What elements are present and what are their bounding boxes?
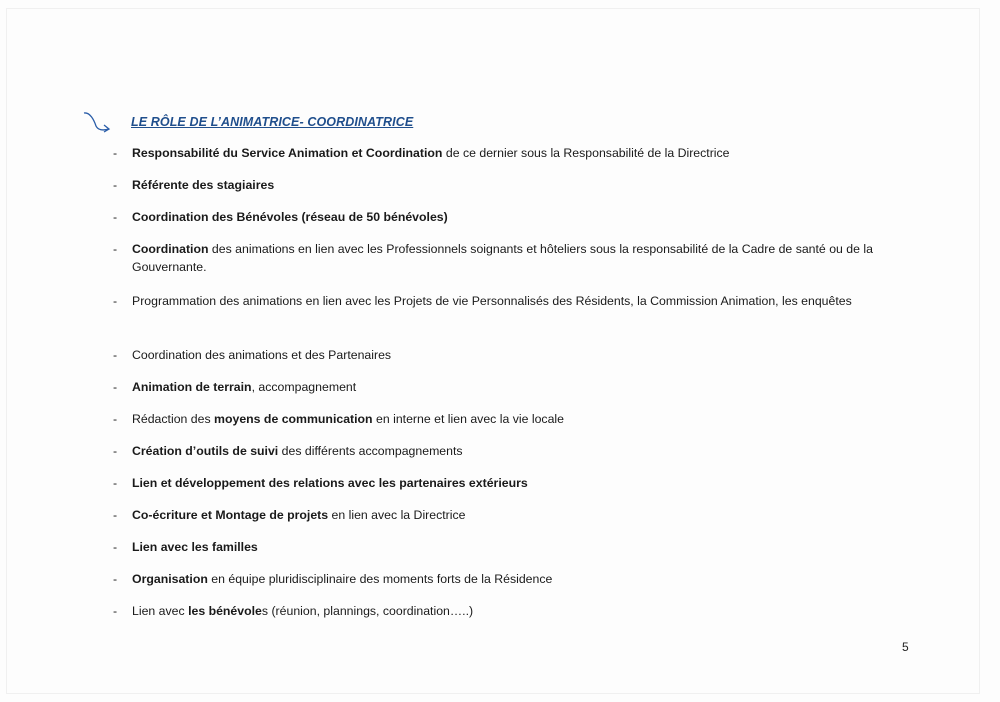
bold-text: Responsabilité du Service Animation et Coordination [132, 146, 443, 160]
curved-arrow-icon [82, 110, 112, 134]
bold-text: Organisation [132, 572, 208, 586]
plain-text: Lien avec [132, 604, 189, 618]
list-item-text [132, 176, 902, 194]
bullet-dash: - [113, 294, 118, 308]
list-item-text [132, 144, 902, 162]
bullet-dash: - [113, 242, 118, 256]
plain-text: en équipe pluridisciplinaire des moments forts de la Résidence [207, 572, 553, 586]
bullet-dash: - [113, 412, 118, 426]
list-item-text [132, 208, 902, 226]
list-item [113, 144, 902, 162]
list-item-text [132, 506, 902, 524]
list-item-text [132, 346, 902, 364]
plain-text: Programmation des animations en lien avec les Projets de vie Personnalisés des Résidents, la Commission Animation, les enquêtes [132, 294, 852, 308]
list-item [113, 378, 902, 396]
list-item [113, 208, 902, 226]
list-item-text [132, 538, 902, 556]
list-item [113, 602, 902, 620]
list-item [113, 570, 902, 588]
bullet-dash: - [113, 572, 118, 586]
plain-text: , accompagnement [251, 380, 357, 394]
list-item-text [132, 410, 902, 428]
list-item-text [132, 570, 902, 588]
bold-text: moyens de communication [214, 412, 373, 426]
list-item-text [132, 240, 902, 276]
plain-text: Coordination des animations et des Partenaires [132, 348, 392, 362]
plain-text: des différents accompagnements [278, 444, 463, 458]
bullet-dash: - [113, 348, 118, 362]
bullet-dash: - [113, 476, 118, 490]
list-item-text [132, 378, 902, 396]
list-item-text [132, 474, 902, 492]
plain-text: en interne et lien avec la vie locale [372, 412, 564, 426]
plain-text: de ce dernier sous la Responsabilité de la Directrice [442, 146, 730, 160]
list-item-text [132, 442, 902, 460]
bullet-dash: - [113, 210, 118, 224]
page-number: 5 [902, 640, 909, 654]
list-item [113, 292, 902, 310]
bold-text: les bénévole [188, 604, 262, 618]
bullet-dash: - [113, 178, 118, 192]
bullet-dash: - [113, 604, 118, 618]
plain-text: Rédaction des [132, 412, 215, 426]
list-item-text [132, 292, 902, 310]
plain-text: s (réunion, plannings, coordination…..) [261, 604, 474, 618]
bold-text: Coordination des Bénévoles (réseau de 50 bénévoles) [132, 210, 448, 224]
bold-text: Création d’outils de suivi [132, 444, 279, 458]
list-item [113, 410, 902, 428]
bold-text: Coordination [132, 242, 209, 256]
list-item [113, 474, 902, 492]
list-item [113, 240, 902, 276]
bold-text: Co-écriture et Montage de projets [132, 508, 329, 522]
plain-text: en lien avec la Directrice [328, 508, 466, 522]
bold-text: Animation de terrain [132, 380, 252, 394]
list-item [113, 176, 902, 194]
bullet-dash: - [113, 540, 118, 554]
bullet-dash: - [113, 508, 118, 522]
section-heading: LE RÔLE DE L’ANIMATRICE- COORDINATRICE [131, 115, 414, 129]
list-item [113, 538, 902, 556]
bold-text: Lien et développement des relations avec les partenaires extérieurs [132, 476, 528, 490]
bold-text: Lien avec les familles [132, 540, 258, 554]
list-item [113, 506, 902, 524]
bullet-dash: - [113, 380, 118, 394]
bullet-dash: - [113, 146, 118, 160]
list-item-text [132, 602, 902, 620]
plain-text: des animations en lien avec les Professionnels soignants et hôteliers sous la responsabilité de la Cadre de santé ou de la Gouvernante. [132, 242, 873, 274]
list-item [113, 442, 902, 460]
list-item [113, 346, 902, 364]
bold-text: Référente des stagiaires [132, 178, 275, 192]
bullet-dash: - [113, 444, 118, 458]
